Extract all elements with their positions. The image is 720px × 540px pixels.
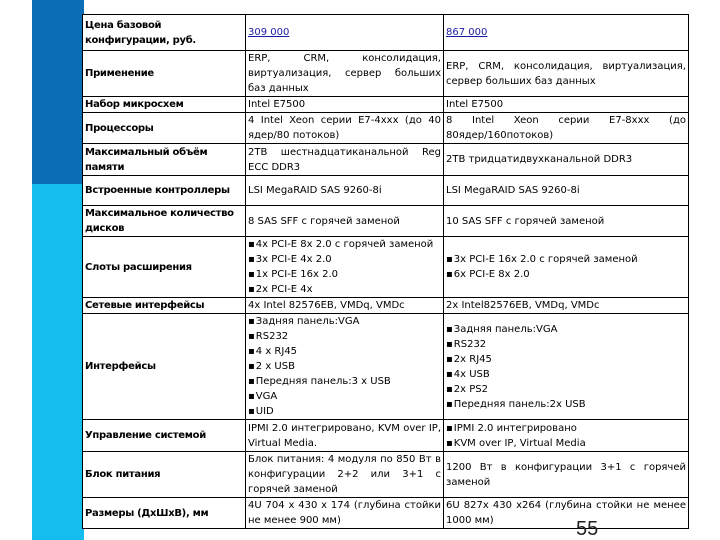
price-cell-config-1[interactable] — [246, 15, 444, 51]
decorative-side-bar — [32, 0, 84, 540]
table-row-max-disks — [83, 206, 689, 237]
list-item: ▪ Передняя панель:2x USB — [446, 397, 686, 412]
cell-config-2 — [444, 314, 689, 420]
list-item: ▪ 6x PCI-E 8x 2.0 — [446, 267, 686, 282]
table-row-power-supply — [83, 452, 689, 498]
list-item: ▪ 2 x USB — [248, 359, 441, 374]
table-row-controllers — [83, 176, 689, 206]
row-label: Набор микросхем — [83, 97, 246, 113]
list-item: ▪ IPMI 2.0 интегрировано — [446, 421, 686, 436]
side-bar-light-segment — [32, 184, 84, 540]
list-item: ▪ 4x PCI-E 8x 2.0 с горячей заменой — [248, 237, 441, 252]
cell-config-1: 4x Intel 82576EB, VMDq, VMDc — [246, 298, 444, 314]
cell-config-1: ERP, CRM, консолидация, виртуализация, сервер больших баз данных — [246, 51, 444, 97]
table-row-max-memory — [83, 144, 689, 176]
list-item: ▪ 1x PCI-E 16x 2.0 — [248, 267, 441, 282]
row-label: Цена базовой конфигурации, руб. — [83, 15, 246, 51]
row-label: Размеры (ДхШхВ), мм — [83, 498, 246, 529]
list-item: ▪ Передняя панель:3 x USB — [248, 374, 441, 389]
cell-config-2: ERP, CRM, консолидация, виртуализация, сервер больших баз данных — [444, 51, 689, 97]
cell-config-2: LSI MegaRAID SAS 9260-8i — [444, 176, 689, 206]
price-link-config-1[interactable]: 309 000 — [248, 27, 290, 38]
cell-config-1: 4 Intel Xeon серии E7-4xxx (до 40 ядер/80 потоков) — [246, 113, 444, 144]
list-item: ▪ VGA — [248, 389, 441, 404]
row-label: Блок питания — [83, 452, 246, 498]
cell-config-2: 1200 Вт в конфигурации 3+1 с горячей заменой — [444, 452, 689, 498]
list-item: ▪ 3x PCI-E 16x 2.0 с горячей заменой — [446, 252, 686, 267]
cell-config-2 — [444, 420, 689, 452]
row-label: Интерфейсы — [83, 314, 246, 420]
list-item: ▪ 2x PS2 — [446, 382, 686, 397]
price-link-config-2[interactable]: 867 000 — [446, 27, 488, 38]
bullet-list — [248, 237, 441, 297]
table-row-management — [83, 420, 689, 452]
list-item: ▪ 4 x RJ45 — [248, 344, 441, 359]
cell-config-1: Блок питания: 4 модуля по 850 Вт в конфигурации 2+2 или 3+1 с горячей заменой — [246, 452, 444, 498]
table-row-processors — [83, 113, 689, 144]
bullet-list — [446, 421, 686, 451]
list-item: ▪ 2x PCI-E 4x — [248, 282, 441, 297]
cell-config-2: 2x Intel82576EB, VMDq, VMDc — [444, 298, 689, 314]
row-label: Максимальное количество дисков — [83, 206, 246, 237]
cell-config-2: 6U 827x 430 x264 (глубина стойки не менее 1000 мм) — [444, 498, 689, 529]
list-item: ▪ Задняя панель:VGA — [446, 322, 686, 337]
row-label: Управление системой — [83, 420, 246, 452]
row-label: Встроенные контроллеры — [83, 176, 246, 206]
price-cell-config-2[interactable] — [444, 15, 689, 51]
row-label: Максимальный объём памяти — [83, 144, 246, 176]
table-row-chipset — [83, 97, 689, 113]
table-row-price — [83, 15, 689, 51]
table-row-network — [83, 298, 689, 314]
list-item: ▪ RS232 — [446, 337, 686, 352]
list-item: ▪ UID — [248, 404, 441, 419]
cell-config-1: 2TB шестнадцатиканальной Reg ECC DDR3 — [246, 144, 444, 176]
row-label: Применение — [83, 51, 246, 97]
server-spec-table — [82, 14, 689, 529]
list-item: ▪ KVM over IP, Virtual Media — [446, 436, 686, 451]
table-row-expansion-slots — [83, 237, 689, 298]
table-row-application — [83, 51, 689, 97]
side-bar-dark-segment — [32, 0, 84, 184]
cell-config-2: 2TB тридцатидвухканальной DDR3 — [444, 144, 689, 176]
cell-config-1 — [246, 314, 444, 420]
cell-config-1: IPMI 2.0 интегрировано, KVM over IP, Virtual Media. — [246, 420, 444, 452]
bullet-list — [446, 252, 686, 282]
cell-config-2: 10 SAS SFF с горячей заменой — [444, 206, 689, 237]
list-item: ▪ Задняя панель:VGA — [248, 314, 441, 329]
cell-config-1: 4U 704 x 430 x 174 (глубина стойки не менее 900 мм) — [246, 498, 444, 529]
cell-config-1: LSI MegaRAID SAS 9260-8i — [246, 176, 444, 206]
cell-config-2: Intel E7500 — [444, 97, 689, 113]
cell-config-1: 8 SAS SFF с горячей заменой — [246, 206, 444, 237]
list-item: ▪ 3x PCI-E 4x 2.0 — [248, 252, 441, 267]
page-number: 55 — [576, 518, 599, 540]
cell-config-2: 8 Intel Xeon серии E7-8xxx (до 80ядер/160потоков) — [444, 113, 689, 144]
cell-config-2 — [444, 237, 689, 298]
list-item: ▪ RS232 — [248, 329, 441, 344]
row-label: Процессоры — [83, 113, 246, 144]
list-item: ▪ 4x USB — [446, 367, 686, 382]
table-row-interfaces — [83, 314, 689, 420]
cell-config-1 — [246, 237, 444, 298]
row-label: Сетевые интерфейсы — [83, 298, 246, 314]
row-label: Слоты расширения — [83, 237, 246, 298]
cell-config-1: Intel E7500 — [246, 97, 444, 113]
bullet-list — [248, 314, 441, 419]
list-item: ▪ 2x RJ45 — [446, 352, 686, 367]
bullet-list — [446, 322, 686, 412]
